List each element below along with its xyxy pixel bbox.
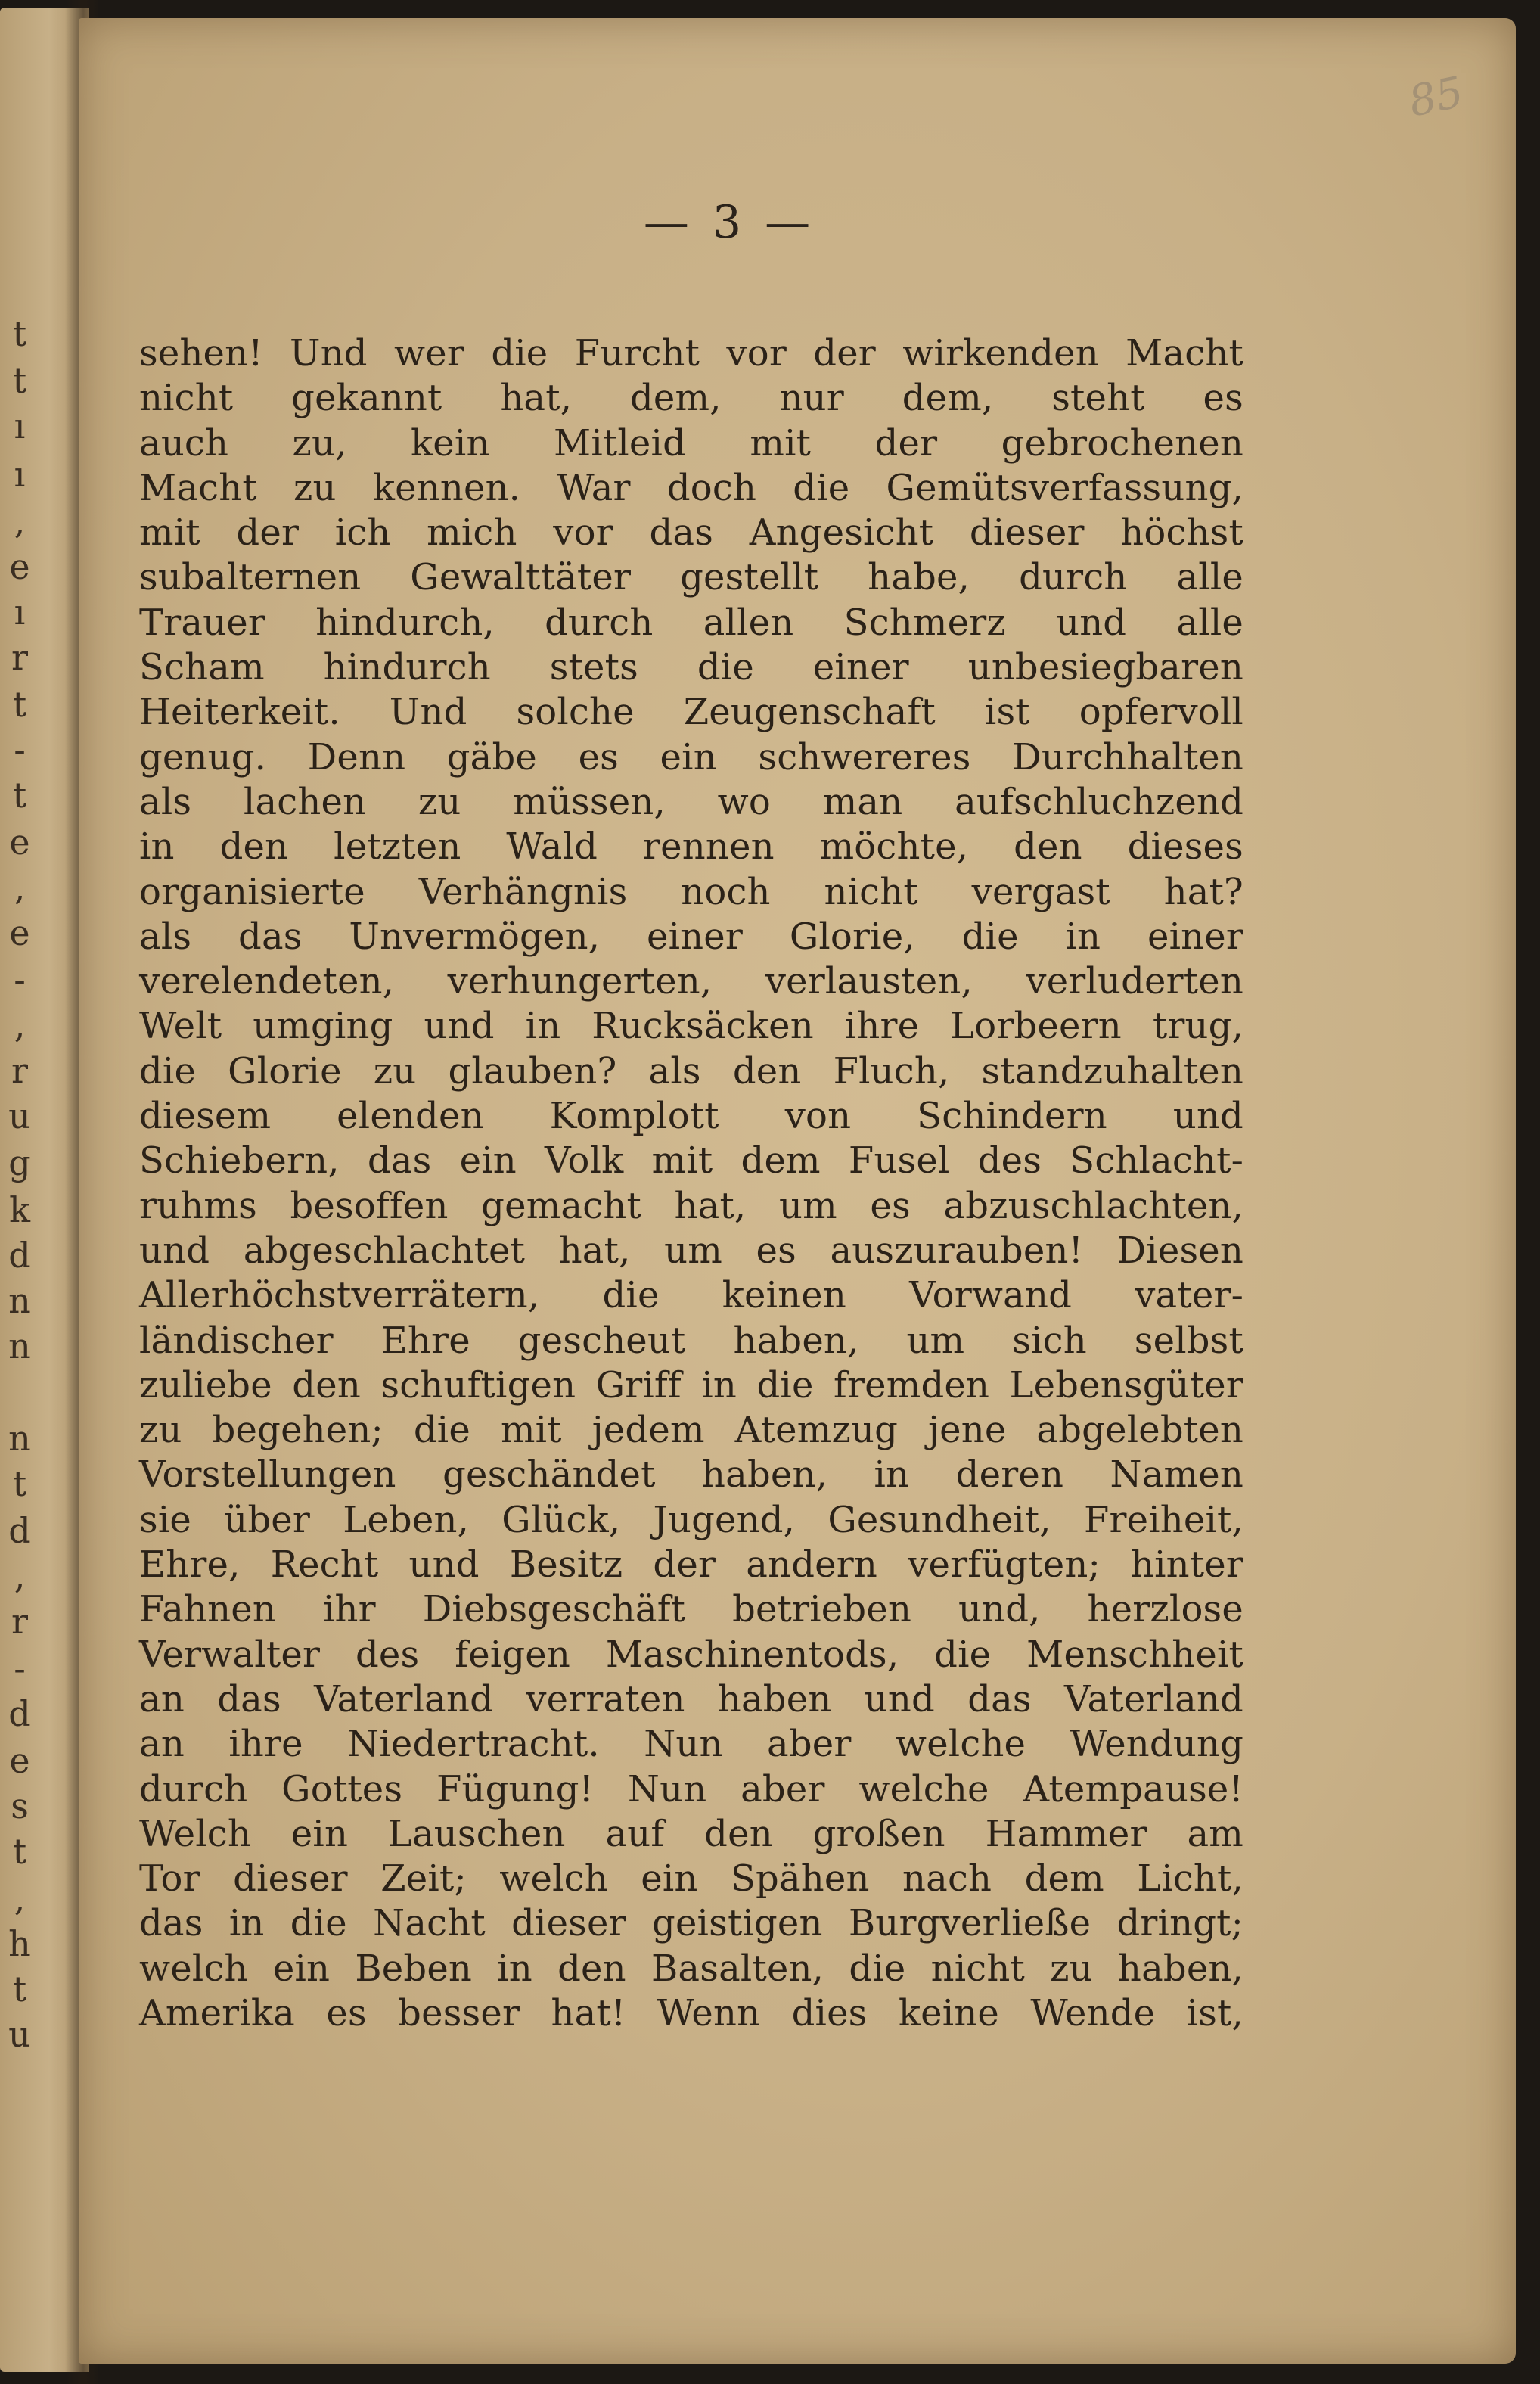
left-page-fragment: e bbox=[9, 546, 30, 587]
text-line: diesem elenden Komplott von Schindern und bbox=[139, 1095, 1243, 1138]
left-page-fragment: e bbox=[9, 912, 30, 953]
left-page-fragment: k bbox=[9, 1189, 30, 1230]
text-line: an das Vaterland verraten haben und das Vaterland bbox=[139, 1677, 1243, 1720]
left-page-fragment: , bbox=[14, 1556, 26, 1596]
left-page-fragment: n bbox=[8, 1326, 31, 1366]
text-line: in den letzten Wald rennen möchte, den dieses bbox=[139, 825, 1243, 869]
pencil-annotation: 85 bbox=[1404, 67, 1467, 127]
text-line: Welch ein Lauschen auf den großen Hammer am bbox=[139, 1812, 1243, 1855]
text-line: Trauer hindurch, durch allen Schmerz und alle bbox=[139, 601, 1243, 644]
text-line: das in die Nacht dieser geistigen Burgverließe dringt; bbox=[139, 1902, 1243, 1945]
left-page-fragment: t bbox=[12, 313, 27, 354]
left-page-fragment: n bbox=[8, 1280, 31, 1321]
left-page-fragment: - bbox=[14, 729, 26, 770]
left-page-fragment: s bbox=[11, 1786, 29, 1826]
text-line: auch zu, kein Mitleid mit der gebrochenen bbox=[139, 421, 1243, 465]
text-line: subalternen Gewalttäter gestellt habe, durch alle bbox=[139, 556, 1243, 599]
left-page-fragment: r bbox=[11, 1601, 28, 1642]
left-page-fragment: t bbox=[12, 360, 27, 401]
text-line: organisierte Verhängnis noch nicht vergast hat? bbox=[139, 870, 1243, 913]
text-line: Tor dieser Zeit; welch ein Spähen nach dem Licht, bbox=[139, 1857, 1243, 1901]
left-page-fragment: ı bbox=[14, 406, 26, 446]
text-line: durch Gottes Fügung! Nun aber welche Atempause! bbox=[139, 1767, 1243, 1811]
left-page-fragment: - bbox=[14, 959, 26, 1000]
text-line: Ehre, Recht und Besitz der andern verfügten; hinter bbox=[139, 1543, 1243, 1587]
book-page bbox=[79, 18, 1516, 2364]
left-page-fragment: t bbox=[12, 1831, 27, 1872]
text-line: Allerhöchstverrätern, die keinen Vorwand vater- bbox=[139, 1274, 1243, 1317]
text-line: Amerika es besser hat! Wenn dies keine Wende ist, bbox=[139, 1991, 1243, 2034]
left-page-fragment: t bbox=[12, 775, 27, 816]
text-line: ländischer Ehre gescheut haben, um sich selbst bbox=[139, 1319, 1243, 1362]
left-page-fragment: e bbox=[9, 822, 30, 863]
text-line: an ihre Niedertracht. Nun aber welche Wendung bbox=[139, 1723, 1243, 1766]
left-page-fragment: , bbox=[14, 1878, 26, 1919]
left-page-fragment: t bbox=[12, 1969, 27, 2009]
text-line: welch ein Beben in den Basalten, die nicht zu haben, bbox=[139, 1947, 1243, 1990]
left-page-fragment: - bbox=[14, 1648, 26, 1689]
left-page-fragment: t bbox=[12, 684, 27, 725]
text-line: Verwalter des feigen Maschinentods, die Menschheit bbox=[139, 1633, 1243, 1676]
left-page-fragment: t bbox=[12, 1463, 27, 1504]
left-page-fragment: u bbox=[8, 1096, 31, 1136]
left-page-fragment: h bbox=[8, 1923, 31, 1964]
left-page-fragment: r bbox=[11, 637, 28, 678]
text-line: Heiterkeit. Und solche Zeugenschaft ist opfervoll bbox=[139, 691, 1243, 734]
left-page-fragment: r bbox=[11, 1050, 28, 1091]
text-line: ruhms besoffen gemacht hat, um es abzuschlachten, bbox=[139, 1184, 1243, 1227]
page-number: — 3 — bbox=[643, 196, 815, 249]
text-line: die Glorie zu glauben? als den Fluch, standzuhalten bbox=[139, 1049, 1243, 1093]
left-page-fragment: , bbox=[14, 1005, 26, 1046]
text-line: zu begehen; die mit jedem Atemzug jene abgelebten bbox=[139, 1409, 1243, 1452]
text-line: sehen! Und wer die Furcht vor der wirkenden Macht bbox=[139, 332, 1243, 375]
left-page-fragment: d bbox=[8, 1510, 31, 1551]
text-line: zuliebe den schuftigen Griff in die fremden Lebensgüter bbox=[139, 1363, 1243, 1406]
left-page-fragment: , bbox=[14, 867, 26, 908]
text-line: Macht zu kennen. War doch die Gemütsverfassung, bbox=[139, 466, 1243, 509]
left-page-fragment: u bbox=[8, 2014, 31, 2055]
text-line: Schiebern, das ein Volk mit dem Fusel des Schlacht- bbox=[139, 1139, 1243, 1183]
left-page-fragment: g bbox=[8, 1142, 31, 1183]
left-page-fragment: ı bbox=[14, 454, 26, 495]
left-page-fragment: n bbox=[8, 1418, 31, 1459]
body-text bbox=[139, 331, 1243, 2036]
text-line: und abgeschlachtet hat, um es auszurauben! Diesen bbox=[139, 1229, 1243, 1272]
left-page-fragment: d bbox=[8, 1235, 31, 1276]
text-line: verelendeten, verhungerten, verlausten, verluderten bbox=[139, 960, 1243, 1003]
text-line: nicht gekannt hat, dem, nur dem, steht es bbox=[139, 377, 1243, 420]
text-line: Scham hindurch stets die einer unbesiegbaren bbox=[139, 646, 1243, 689]
text-line: genug. Denn gäbe es ein schwereres Durchhalten bbox=[139, 735, 1243, 779]
text-line: als das Unvermögen, einer Glorie, die in einer bbox=[139, 915, 1243, 958]
left-page-fragment: , bbox=[14, 501, 26, 542]
text-line: als lachen zu müssen, wo man aufschluchzend bbox=[139, 780, 1243, 823]
text-line: Vorstellungen geschändet haben, in deren Namen bbox=[139, 1453, 1243, 1497]
text-line: Welt umging und in Rucksäcken ihre Lorbeern trug, bbox=[139, 1005, 1243, 1048]
left-page-fragment: e bbox=[9, 1740, 30, 1781]
text-line: sie über Leben, Glück, Jugend, Gesundheit, Freiheit, bbox=[139, 1498, 1243, 1541]
left-page-fragment: ı bbox=[14, 592, 26, 633]
text-line: Fahnen ihr Diebsgeschäft betrieben und, herzlose bbox=[139, 1588, 1243, 1631]
left-page-fragment: d bbox=[8, 1693, 31, 1734]
text-line: mit der ich mich vor das Angesicht dieser höchst bbox=[139, 511, 1243, 555]
